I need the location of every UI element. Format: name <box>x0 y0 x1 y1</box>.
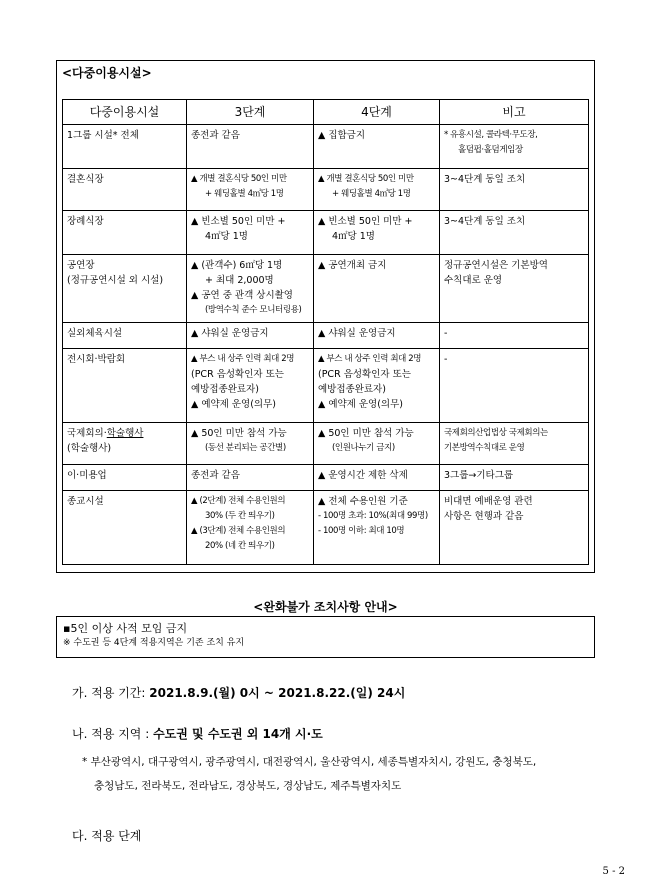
facility-name: 이·미용업 <box>63 465 187 491</box>
facility-name: 종교시설 <box>63 491 187 565</box>
facility-name: 공연장 (정규공연시설 외 시설) <box>63 255 187 323</box>
stage3-cell: ▲ (관객수) 6㎡당 1명 + 최대 2,000명 ▲ 공연 중 관객 상시촬영 (방역수칙 준수 모니터링용) <box>187 255 314 323</box>
facility-name: 전시회·박람회 <box>63 349 187 423</box>
table-row <box>63 465 589 491</box>
section-title: <다중이용시설> <box>62 66 152 80</box>
stage3-cell: ▲ 50인 미만 참석 가능 (동선 분리되는 공간별) <box>187 423 314 465</box>
notice-note: ※ 수도권 등 4단계 적용지역은 기존 조치 유지 <box>63 638 245 648</box>
stage4-cell: ▲ 운영시간 제한 삭제 <box>314 465 440 491</box>
region-list-line2: 충청남도, 전라북도, 전라남도, 경상북도, 경상남도, 제주특별자치도 <box>94 780 402 792</box>
stage4-cell: ▲ 개별 결혼식당 50인 미만 + 웨딩홀별 4㎡당 1명 <box>314 169 440 211</box>
table-row <box>63 255 589 323</box>
facility-name: 장례식장 <box>63 211 187 255</box>
facility-name: 1그룹 시설* 전체 <box>63 125 187 169</box>
table-row <box>63 423 589 465</box>
note-cell: 국제회의산업법상 국제회의는 기본방역수칙대로 운영 <box>440 423 589 465</box>
facility-name: 결혼식장 <box>63 169 187 211</box>
header-facility: 다중이용시설 <box>63 100 187 125</box>
note-cell: - <box>440 349 589 423</box>
stage4-cell: ▲ 샤워실 운영금지 <box>314 323 440 349</box>
stage4-cell: ▲ 50인 미만 참석 가능 (인원나누기 금지) <box>314 423 440 465</box>
stage3-cell: ▲ 부스 내 상주 인력 최대 2명 (PCR 음성확인자 또는 예방접종완료자) ▲ 예약제 운영(의무) <box>187 349 314 423</box>
notice-line: ▪5인 이상 사적 모임 금지 <box>63 622 188 635</box>
stage-line: 다. 적용 단계 <box>72 829 142 843</box>
stage4-cell: ▲ 집합금지 <box>314 125 440 169</box>
note-cell: 3~4단계 동일 조치 <box>440 211 589 255</box>
page-number: 5 - 2 <box>602 866 625 877</box>
table-row <box>63 323 589 349</box>
table-row <box>63 169 589 211</box>
note-cell: 정규공연시설은 기본방역 수칙대로 운영 <box>440 255 589 323</box>
stage3-cell: ▲ 샤워실 운영금지 <box>187 323 314 349</box>
facility-table <box>62 99 589 565</box>
stage3-cell: 종전과 같음 <box>187 125 314 169</box>
region-list-line1: * 부산광역시, 대구광역시, 광주광역시, 대전광역시, 울산광역시, 세종특별자치시, 강원도, 충청북도, <box>82 756 537 768</box>
stage3-cell: ▲ 개별 결혼식당 50인 미만 + 웨딩홀별 4㎡당 1명 <box>187 169 314 211</box>
period-value: 2021.8.9.(월) 0시 ~ 2021.8.22.(일) 24시 <box>149 686 406 700</box>
area-label: 나. 적용 지역 : <box>72 727 150 741</box>
stage4-cell: ▲ 공연개최 금지 <box>314 255 440 323</box>
area-line <box>72 725 323 742</box>
note-cell: 3~4단계 동일 조치 <box>440 169 589 211</box>
facility-name: 국제회의·학술행사 (학술행사) <box>63 423 187 465</box>
header-stage3: 3단계 <box>187 100 314 125</box>
note-cell: * 유흥시설, 콜라텍·무도장, 홀덤펍·홀덤게임장 <box>440 125 589 169</box>
facility-name: 실외체육시설 <box>63 323 187 349</box>
stage3-cell: ▲ (2단계) 전체 수용인원의 30% (두 칸 띄우기) ▲ (3단계) 전체 수용인원의 20% (네 칸 띄우기) <box>187 491 314 565</box>
stage4-cell: ▲ 부스 내 상주 인력 최대 2명 (PCR 음성확인자 또는 예방접종완료자) ▲ 예약제 운영(의무) <box>314 349 440 423</box>
table-row <box>63 491 589 565</box>
table-row <box>63 211 589 255</box>
header-stage4: 4단계 <box>314 100 440 125</box>
stage3-cell: ▲ 빈소별 50인 미만 + 4㎡당 1명 <box>187 211 314 255</box>
period-line <box>72 684 405 701</box>
note-cell: 비대면 예배운영 관련 사항은 현행과 같음 <box>440 491 589 565</box>
area-value: 수도권 및 수도권 외 14개 시·도 <box>153 727 323 741</box>
note-cell: 3그룹→기타그룹 <box>440 465 589 491</box>
period-label: 가. 적용 기간: <box>72 686 146 700</box>
stage4-cell: ▲ 빈소별 50인 미만 + 4㎡당 1명 <box>314 211 440 255</box>
non-relaxable-title: <완화불가 조치사항 안내> <box>253 600 398 614</box>
stage3-cell: 종전과 같음 <box>187 465 314 491</box>
table-row <box>63 349 589 423</box>
header-note: 비고 <box>440 100 589 125</box>
note-cell: - <box>440 323 589 349</box>
table-row <box>63 125 589 169</box>
table-header-row <box>63 100 589 125</box>
stage4-cell: ▲ 전체 수용인원 기준 - 100명 초과: 10%(최대 99명) - 100명 이하: 최대 10명 <box>314 491 440 565</box>
notice-box <box>56 616 595 658</box>
